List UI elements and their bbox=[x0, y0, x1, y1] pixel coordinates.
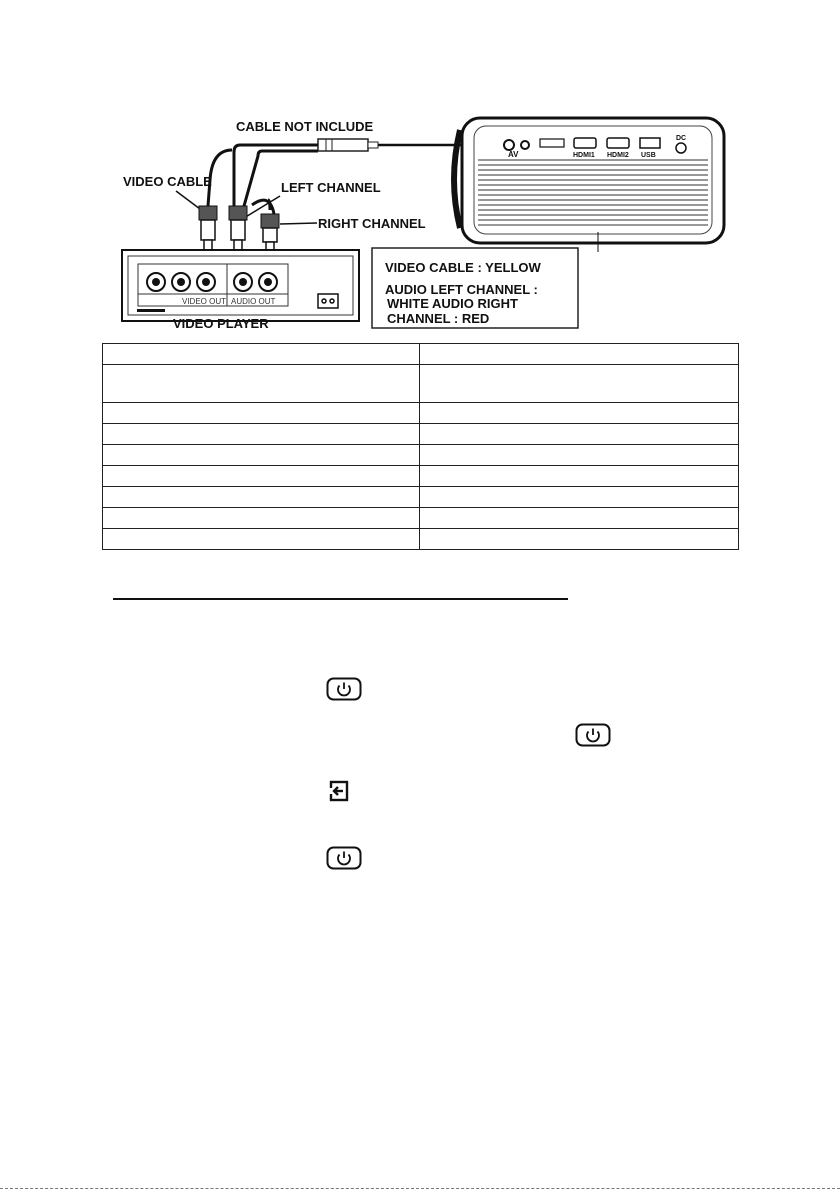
input-source-icon bbox=[327, 779, 351, 803]
video-player-label: VIDEO PLAYER bbox=[173, 316, 269, 331]
table-row bbox=[103, 487, 739, 508]
table-row bbox=[103, 466, 739, 487]
table-row bbox=[103, 365, 739, 403]
player-video-out-label: VIDEO OUT bbox=[182, 297, 227, 306]
table-cell bbox=[103, 445, 420, 466]
page-bottom-dashed-line bbox=[0, 1188, 840, 1189]
projector-device bbox=[454, 118, 724, 252]
table-cell bbox=[103, 424, 420, 445]
sd-card-slot bbox=[540, 139, 564, 147]
table-cell bbox=[103, 344, 420, 365]
table-cell bbox=[420, 529, 739, 550]
power-icon bbox=[575, 723, 611, 747]
section-heading-underline bbox=[113, 598, 568, 600]
table-cell bbox=[420, 403, 739, 424]
table-cell bbox=[103, 365, 420, 403]
av-plug bbox=[318, 139, 462, 151]
dc-port-label: DC bbox=[676, 135, 687, 142]
table-cell bbox=[420, 344, 739, 365]
power-icon bbox=[326, 846, 362, 870]
projector-hdmi1-port bbox=[573, 138, 596, 159]
usb-port-label: USB bbox=[641, 152, 656, 159]
table-cell bbox=[103, 403, 420, 424]
table-cell bbox=[103, 487, 420, 508]
table-row bbox=[103, 403, 739, 424]
power-icon bbox=[326, 677, 362, 701]
av-port-label: AV bbox=[508, 150, 519, 159]
table-cell bbox=[420, 424, 739, 445]
table-cell bbox=[420, 508, 739, 529]
table-cell bbox=[103, 529, 420, 550]
rca-plug-video bbox=[199, 206, 217, 256]
table-row bbox=[103, 344, 739, 365]
cable-not-include-label: CABLE NOT INCLUDE bbox=[236, 119, 374, 134]
player-audio-out-label: AUDIO OUT bbox=[231, 297, 276, 306]
av-connection-diagram bbox=[0, 0, 840, 340]
left-channel-label: LEFT CHANNEL bbox=[281, 180, 381, 195]
table-row bbox=[103, 508, 739, 529]
cable-color-legend bbox=[372, 248, 578, 328]
table-cell bbox=[420, 445, 739, 466]
projector-hdmi2-port bbox=[607, 138, 629, 159]
legend-line-3: WHITE AUDIO RIGHT bbox=[387, 296, 518, 311]
right-channel-label: RIGHT CHANNEL bbox=[318, 216, 426, 231]
legend-line-1: VIDEO CABLE : YELLOW bbox=[385, 260, 541, 275]
table-cell bbox=[103, 508, 420, 529]
table-row bbox=[103, 529, 739, 550]
video-cable-label: VIDEO CABLE bbox=[123, 174, 212, 189]
table-cell bbox=[103, 466, 420, 487]
legend-line-4: CHANNEL : RED bbox=[387, 311, 490, 326]
table-cell bbox=[420, 487, 739, 508]
table-cell bbox=[420, 466, 739, 487]
video-player-device bbox=[122, 250, 359, 321]
hdmi2-port-label: HDMI2 bbox=[607, 152, 629, 159]
table-row bbox=[103, 424, 739, 445]
projector-dc-port bbox=[676, 135, 686, 153]
table-cell bbox=[420, 365, 739, 403]
legend-line-2: AUDIO LEFT CHANNEL : bbox=[385, 282, 538, 297]
hdmi1-port-label: HDMI1 bbox=[573, 152, 595, 159]
spec-table bbox=[102, 343, 739, 550]
rca-plug-left bbox=[229, 206, 247, 256]
table-row bbox=[103, 445, 739, 466]
